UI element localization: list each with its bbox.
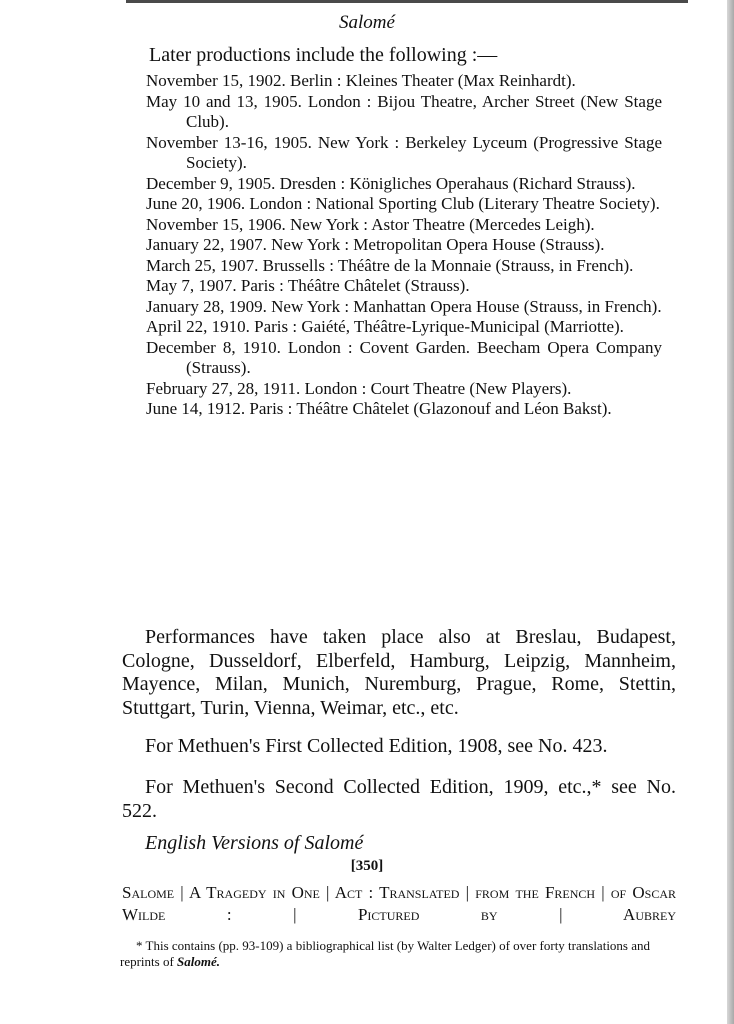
production-entry: November 15, 1902. Berlin : Kleines Theater (Max Reinhardt). <box>146 71 576 90</box>
production-entry: February 27, 28, 1911. London : Court Theatre (New Players). <box>146 378 572 398</box>
performances-paragraph: Performances have taken place also at Breslau, Budapest, Cologne, Dusseldorf, Elberfeld, Hamburg, Leipzig, Mannheim, Mayence, Milan, Munich, Nuremburg, Prague, Rome, Stettin, Stuttgart, Turin, Vienna, Weimar, etc., etc. <box>122 626 676 719</box>
methuen-first-edition-note: For Methuen's First Collected Edition, 1908, see No. 423. <box>145 735 608 757</box>
running-title: Salomé <box>339 12 395 33</box>
footnote-title: Salomé. <box>177 954 221 969</box>
production-entry: January 28, 1909. New York : Manhattan Opera House (Strauss, in French). <box>146 296 662 316</box>
section-subheading: English Versions of Salomé <box>145 832 364 854</box>
production-entry: November 13-16, 1905. New York : Berkeley Lyceum (Progressive Stage Society). <box>146 132 662 172</box>
production-entry: May 7, 1907. Paris : Théâtre Châtelet (Strauss). <box>146 276 470 295</box>
page-number: [350] <box>350 858 384 874</box>
production-entry: November 15, 1906. New York : Astor Theatre (Mercedes Leigh). <box>146 214 595 234</box>
methuen-second-edition-note: For Methuen's Second Collected Edition, 1909, etc.,* see No. 522. <box>122 776 676 822</box>
productions-list <box>146 71 662 420</box>
footnote <box>120 938 676 970</box>
production-entry: March 25, 1907. Brussells : Théâtre de la Monnaie (Strauss, in French). <box>146 255 634 275</box>
footnote-text: * This contains (pp. 93-109) a bibliographical list (by Walter Ledger) of over forty translations and reprints of <box>120 938 651 969</box>
production-entry: April 22, 1910. Paris : Gaiété, Théâtre-Lyrique-Municipal (Marriotte). <box>146 317 624 336</box>
intro-line: Later productions include the following :— <box>149 44 498 66</box>
production-entry: December 8, 1910. London : Covent Garden. Beecham Opera Company (Strauss). <box>146 337 662 377</box>
production-entry: June 14, 1912. Paris : Théâtre Châtelet (Glazonouf and Léon Bakst). <box>146 399 612 418</box>
title-entry: Salome | A Tragedy in One | Act : Translated | from the French | of Oscar Wilde : | Pictured by | Aubrey <box>122 883 676 924</box>
production-entry: June 20, 1906. London : National Sporting Club (Literary Theatre Society). <box>146 194 660 213</box>
production-entry: January 22, 1907. New York : Metropolitan Opera House (Strauss). <box>146 235 605 254</box>
top-rule <box>126 0 688 3</box>
production-entry: May 10 and 13, 1905. London : Bijou Theatre, Archer Street (New Stage Club). <box>146 91 662 131</box>
production-entry: December 9, 1905. Dresden : Königliches Operahaus (Richard Strauss). <box>146 173 636 193</box>
